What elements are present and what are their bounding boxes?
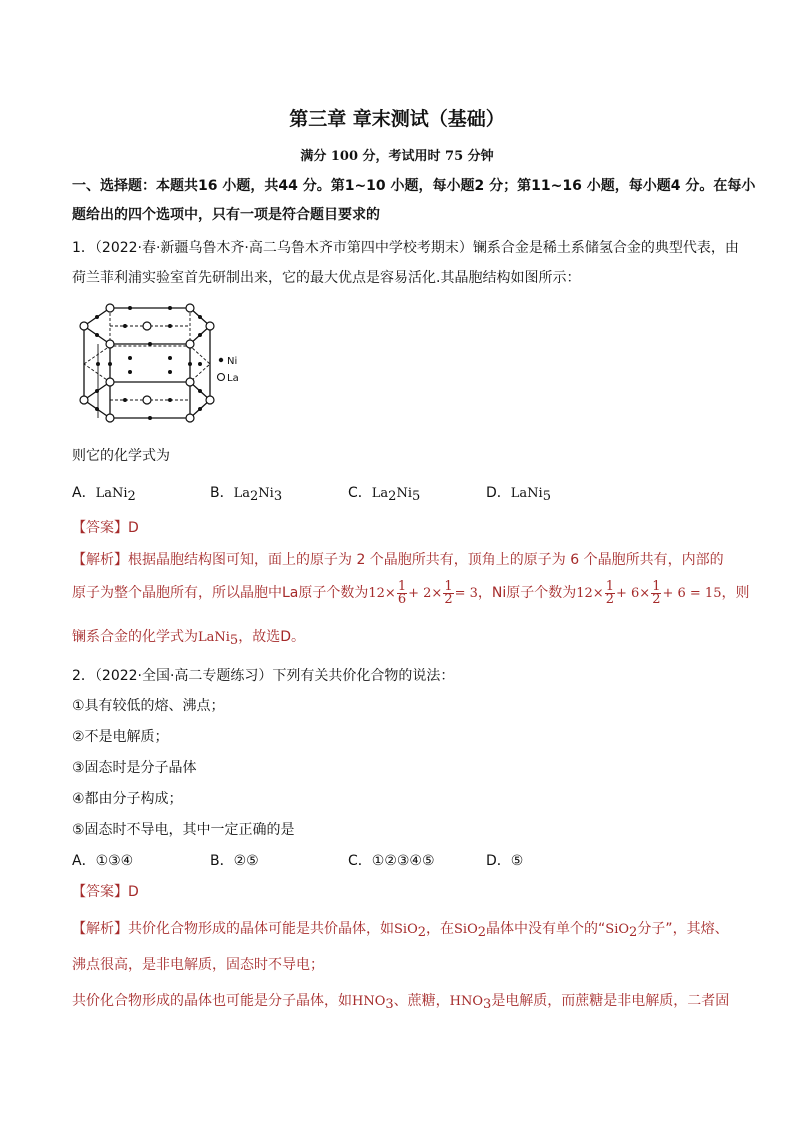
q1-option-b: B．La2Ni3 <box>210 485 283 504</box>
q1-analysis-line1: 【解析】根据晶胞结构图可知，面上的原子为 2 个晶胞所共有，顶角上的原子为 6 个晶胞所共有，内部的 <box>72 552 724 568</box>
analysis-label: 【解析】 <box>72 552 128 568</box>
q2-item-3: ③固态时是分子晶体 <box>72 760 197 776</box>
crystal-cell-figure <box>70 300 250 430</box>
la-legend-circle <box>218 374 225 381</box>
q2-analysis-line1: 【解析】共价化合物形成的晶体可能是共价晶体，如SiO2，在SiO2晶体中没有单个的“SiO2分子”，其熔、 <box>72 921 729 940</box>
q1-option-c: C．La2Ni5 <box>348 485 421 504</box>
answer-value: D <box>128 884 139 900</box>
q2-analysis-line2: 沸点很高，是非电解质，固态时不导电； <box>72 957 324 973</box>
answer-label: 【答案】 <box>72 884 128 900</box>
q2-item-4: ④都由分子构成； <box>72 791 183 807</box>
q2-stem: 2．（2022·全国·高二专题练习）下列有关共价化合物的说法： <box>72 668 455 684</box>
q1-analysis-line2: 原子为整个晶胞所有，所以晶胞中La原子个数为12× $\frac{1}{6}$ + 2× $\frac{1}{2}$ = 3，Ni原子个数为12× $\frac{1}{2}$ + 6× $\frac{1}{2}$ + 6 = 15，则 <box>72 578 750 607</box>
q2-analysis-line3: 共价化合物形成的晶体也可能是分子晶体，如HNO3、蔗糖，HNO3是电解质，而蔗糖是非电解质，二者固 <box>72 993 730 1012</box>
q2-item-5: ⑤固态时不导电，其中一定正确的是 <box>72 822 295 838</box>
q2-item-1: ①具有较低的熔、沸点； <box>72 698 225 714</box>
ni-legend-label: Ni <box>227 356 238 367</box>
page-title: 第三章 章末测试（基础） <box>289 108 505 130</box>
section-instruction-line1: 一、选择题：本题共16 小题，共44 分。第1~10 小题，每小题2 分；第11~16 小题，每小题4 分。在每小 <box>72 178 756 194</box>
q2-answer <box>72 881 139 901</box>
q2-option-a: A．①③④ <box>72 853 134 869</box>
section-instruction-line2: 题给出的四个选项中，只有一项是符合题目要求的 <box>72 207 380 223</box>
q2-option-b: B．②⑤ <box>210 853 259 869</box>
analysis-label: 【解析】 <box>72 921 128 937</box>
q1-question: 则它的化学式为 <box>72 448 170 464</box>
q1-option-d: D．LaNi5 <box>486 485 551 504</box>
ni-legend-dot <box>219 358 223 362</box>
q2-option-d: D．⑤ <box>486 853 524 869</box>
q1-stem-line2: 荷兰菲利浦实验室首先研制出来，它的最大优点是容易活化.其晶胞结构如图所示： <box>72 270 581 286</box>
page-subtitle: 满分 100 分，考试用时 75 分钟 <box>300 149 494 164</box>
q1-stem-line1: 1．（2022·春·新疆乌鲁木齐·高二乌鲁木齐市第四中学校考期末）镧系合金是稀土系储氢合金的典型代表，由 <box>72 240 739 256</box>
q2-item-2: ②不是电解质； <box>72 729 169 745</box>
q1-answer <box>72 517 139 537</box>
answer-value: D <box>128 520 139 536</box>
q1-analysis-line3: 镧系合金的化学式为LaNi5，故选D。 <box>72 629 305 648</box>
q1-option-a: A．LaNi2 <box>72 485 136 504</box>
answer-label: 【答案】 <box>72 520 128 536</box>
la-legend-label: La <box>227 373 239 384</box>
q2-option-c: C．①②③④⑤ <box>348 853 435 869</box>
